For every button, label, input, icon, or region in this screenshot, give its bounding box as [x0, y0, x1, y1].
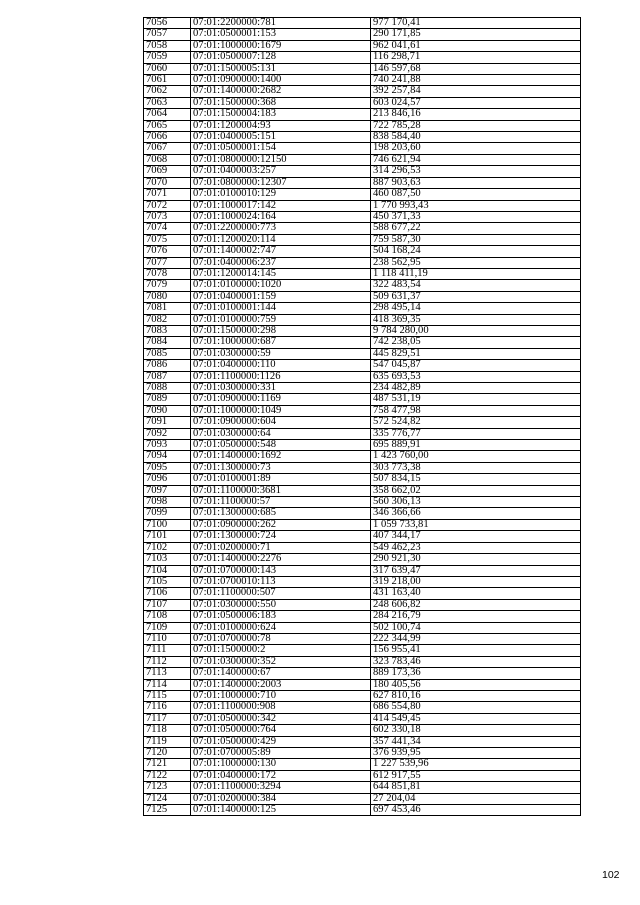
- row-number-cell: 7061: [144, 75, 191, 86]
- value-cell: 560 306,13: [371, 497, 581, 508]
- table-row: [144, 166, 581, 177]
- row-number-cell: 7111: [144, 645, 191, 656]
- table-row: [144, 599, 581, 610]
- table-row: [144, 371, 581, 382]
- value-cell: 180 405,56: [371, 679, 581, 690]
- cadastral-number-cell: 07:01:1000000:710: [191, 690, 371, 701]
- table-row: [144, 588, 581, 599]
- cadastral-number-cell: 07:01:0500000:429: [191, 736, 371, 747]
- table-row: [144, 303, 581, 314]
- row-number-cell: 7075: [144, 234, 191, 245]
- row-number-cell: 7089: [144, 394, 191, 405]
- row-number-cell: 7114: [144, 679, 191, 690]
- cadastral-number-cell: 07:01:1000017:142: [191, 200, 371, 211]
- table-row: [144, 451, 581, 462]
- cadastral-number-cell: 07:01:0700010:113: [191, 576, 371, 587]
- value-cell: 1 423 760,00: [371, 451, 581, 462]
- table-row: [144, 645, 581, 656]
- value-cell: 635 693,53: [371, 371, 581, 382]
- value-cell: 290 921,30: [371, 554, 581, 565]
- row-number-cell: 7106: [144, 588, 191, 599]
- table-row: [144, 246, 581, 257]
- table-row: [144, 531, 581, 542]
- value-cell: 156 955,41: [371, 645, 581, 656]
- row-number-cell: 7102: [144, 542, 191, 553]
- row-number-cell: 7110: [144, 633, 191, 644]
- row-number-cell: 7094: [144, 451, 191, 462]
- cadastral-number-cell: 07:01:1100000:57: [191, 497, 371, 508]
- table-row: [144, 782, 581, 793]
- row-number-cell: 7108: [144, 611, 191, 622]
- row-number-cell: 7057: [144, 29, 191, 40]
- table-row: [144, 348, 581, 359]
- row-number-cell: 7060: [144, 63, 191, 74]
- row-number-cell: 7101: [144, 531, 191, 542]
- table-row: [144, 257, 581, 268]
- row-number-cell: 7086: [144, 360, 191, 371]
- value-cell: 977 170,41: [371, 18, 581, 29]
- table-row: [144, 280, 581, 291]
- row-number-cell: 7071: [144, 189, 191, 200]
- row-number-cell: 7085: [144, 348, 191, 359]
- cadastral-number-cell: 07:01:0200000:71: [191, 542, 371, 553]
- table-row: [144, 360, 581, 371]
- row-number-cell: 7079: [144, 280, 191, 291]
- table-row: [144, 519, 581, 530]
- cadastral-number-cell: 07:01:1500000:368: [191, 97, 371, 108]
- row-number-cell: 7119: [144, 736, 191, 747]
- cadastral-number-cell: 07:01:1300000:73: [191, 462, 371, 473]
- value-cell: 759 587,30: [371, 234, 581, 245]
- table-row: [144, 383, 581, 394]
- table-row: [144, 86, 581, 97]
- cadastral-number-cell: 07:01:1000024:164: [191, 211, 371, 222]
- cadastral-number-cell: 07:01:0400005:151: [191, 132, 371, 143]
- cadastral-number-cell: 07:01:1500000:2: [191, 645, 371, 656]
- table-row: [144, 268, 581, 279]
- row-number-cell: 7064: [144, 109, 191, 120]
- cadastral-number-cell: 07:01:2200000:781: [191, 18, 371, 29]
- row-number-cell: 7065: [144, 120, 191, 131]
- table-row: [144, 143, 581, 154]
- row-number-cell: 7107: [144, 599, 191, 610]
- cadastral-number-cell: 07:01:1300000:685: [191, 508, 371, 519]
- value-cell: 418 369,35: [371, 314, 581, 325]
- row-number-cell: 7081: [144, 303, 191, 314]
- value-cell: 303 773,38: [371, 462, 581, 473]
- table-row: [144, 736, 581, 747]
- value-cell: 887 903,63: [371, 177, 581, 188]
- table-row: [144, 485, 581, 496]
- row-number-cell: 7116: [144, 702, 191, 713]
- value-cell: 460 087,50: [371, 189, 581, 200]
- row-number-cell: 7088: [144, 383, 191, 394]
- row-number-cell: 7078: [144, 268, 191, 279]
- table-row: [144, 120, 581, 131]
- cadastral-number-cell: 07:01:0300000:59: [191, 348, 371, 359]
- table-row: [144, 474, 581, 485]
- value-cell: 502 100,74: [371, 622, 581, 633]
- row-number-cell: 7097: [144, 485, 191, 496]
- table-row: [144, 759, 581, 770]
- table-row: [144, 29, 581, 40]
- cadastral-number-cell: 07:01:0700000:143: [191, 565, 371, 576]
- table-row: [144, 748, 581, 759]
- table-row: [144, 40, 581, 51]
- table-row: [144, 542, 581, 553]
- table-row: [144, 668, 581, 679]
- cadastral-number-cell: 07:01:1300000:724: [191, 531, 371, 542]
- value-cell: 407 344,17: [371, 531, 581, 542]
- table-row: [144, 497, 581, 508]
- table-row: [144, 679, 581, 690]
- row-number-cell: 7077: [144, 257, 191, 268]
- value-cell: 290 171,85: [371, 29, 581, 40]
- table-row: [144, 405, 581, 416]
- cadastral-number-cell: 07:01:0100000:624: [191, 622, 371, 633]
- row-number-cell: 7070: [144, 177, 191, 188]
- value-cell: 414 549,45: [371, 713, 581, 724]
- cadastral-number-cell: 07:01:1500000:298: [191, 325, 371, 336]
- value-cell: 695 889,91: [371, 440, 581, 451]
- table-row: [144, 337, 581, 348]
- value-cell: 116 298,71: [371, 52, 581, 63]
- cadastral-number-cell: 07:01:0700005:89: [191, 748, 371, 759]
- row-number-cell: 7058: [144, 40, 191, 51]
- value-cell: 549 462,23: [371, 542, 581, 553]
- table-row: [144, 325, 581, 336]
- table-row: [144, 508, 581, 519]
- cadastral-number-cell: 07:01:0300000:331: [191, 383, 371, 394]
- value-cell: 1 770 993,43: [371, 200, 581, 211]
- row-number-cell: 7118: [144, 725, 191, 736]
- row-number-cell: 7105: [144, 576, 191, 587]
- value-cell: 346 366,66: [371, 508, 581, 519]
- value-cell: 962 041,61: [371, 40, 581, 51]
- row-number-cell: 7091: [144, 417, 191, 428]
- cadastral-number-cell: 07:01:0900000:604: [191, 417, 371, 428]
- table-row: [144, 211, 581, 222]
- value-cell: 1 118 411,19: [371, 268, 581, 279]
- cadastral-number-cell: 07:01:1100000:507: [191, 588, 371, 599]
- value-cell: 697 453,46: [371, 805, 581, 816]
- table-row: [144, 63, 581, 74]
- table-row: [144, 565, 581, 576]
- row-number-cell: 7125: [144, 805, 191, 816]
- table-row: [144, 554, 581, 565]
- table-row: [144, 223, 581, 234]
- cadastral-number-cell: 07:01:1200020:114: [191, 234, 371, 245]
- cadastral-number-cell: 07:01:0900000:262: [191, 519, 371, 530]
- cadastral-number-cell: 07:01:0400000:172: [191, 770, 371, 781]
- cadastral-number-cell: 07:01:1100000:1126: [191, 371, 371, 382]
- row-number-cell: 7093: [144, 440, 191, 451]
- cadastral-number-cell: 07:01:1400002:747: [191, 246, 371, 257]
- table-row: [144, 805, 581, 816]
- value-cell: 222 344,99: [371, 633, 581, 644]
- value-cell: 322 483,54: [371, 280, 581, 291]
- value-cell: 450 371,33: [371, 211, 581, 222]
- cadastral-number-cell: 07:01:1000000:1049: [191, 405, 371, 416]
- row-number-cell: 7082: [144, 314, 191, 325]
- table-row: [144, 189, 581, 200]
- table-row: [144, 440, 581, 451]
- row-number-cell: 7122: [144, 770, 191, 781]
- value-cell: 431 163,40: [371, 588, 581, 599]
- value-cell: 603 024,57: [371, 97, 581, 108]
- row-number-cell: 7059: [144, 52, 191, 63]
- table-body: [144, 18, 581, 816]
- value-cell: 317 639,47: [371, 565, 581, 576]
- cadastral-number-cell: 07:01:1200004:93: [191, 120, 371, 131]
- value-cell: 392 257,84: [371, 86, 581, 97]
- cadastral-number-cell: 07:01:0100001:89: [191, 474, 371, 485]
- value-cell: 644 851,81: [371, 782, 581, 793]
- row-number-cell: 7117: [144, 713, 191, 724]
- value-cell: 376 939,95: [371, 748, 581, 759]
- value-cell: 198 203,60: [371, 143, 581, 154]
- value-cell: 627 810,16: [371, 690, 581, 701]
- table-row: [144, 291, 581, 302]
- cadastral-number-cell: 07:01:0400001:159: [191, 291, 371, 302]
- cadastral-number-cell: 07:01:0400000:110: [191, 360, 371, 371]
- cadastral-number-cell: 07:01:0200000:384: [191, 793, 371, 804]
- cadastral-number-cell: 07:01:0400003:257: [191, 166, 371, 177]
- cadastral-number-cell: 07:01:0700000:78: [191, 633, 371, 644]
- cadastral-number-cell: 07:01:0100000:1020: [191, 280, 371, 291]
- cadastral-value-table: [143, 17, 581, 816]
- cadastral-number-cell: 07:01:0400006:237: [191, 257, 371, 268]
- table-row: [144, 690, 581, 701]
- row-number-cell: 7124: [144, 793, 191, 804]
- row-number-cell: 7087: [144, 371, 191, 382]
- row-number-cell: 7072: [144, 200, 191, 211]
- table-row: [144, 770, 581, 781]
- table-row: [144, 793, 581, 804]
- table-row: [144, 462, 581, 473]
- row-number-cell: 7098: [144, 497, 191, 508]
- row-number-cell: 7123: [144, 782, 191, 793]
- table-row: [144, 713, 581, 724]
- cadastral-number-cell: 07:01:0800000:12150: [191, 154, 371, 165]
- row-number-cell: 7076: [144, 246, 191, 257]
- value-cell: 686 554,80: [371, 702, 581, 713]
- value-cell: 547 045,87: [371, 360, 581, 371]
- cadastral-number-cell: 07:01:0300000:64: [191, 428, 371, 439]
- cadastral-number-cell: 07:01:1400000:2682: [191, 86, 371, 97]
- value-cell: 588 677,22: [371, 223, 581, 234]
- cadastral-number-cell: 07:01:0500007:128: [191, 52, 371, 63]
- value-cell: 838 584,40: [371, 132, 581, 143]
- table-row: [144, 132, 581, 143]
- row-number-cell: 7099: [144, 508, 191, 519]
- value-cell: 298 495,14: [371, 303, 581, 314]
- cadastral-number-cell: 07:01:0100010:129: [191, 189, 371, 200]
- cadastral-number-cell: 07:01:0300000:550: [191, 599, 371, 610]
- cadastral-number-cell: 07:01:0900000:1169: [191, 394, 371, 405]
- row-number-cell: 7090: [144, 405, 191, 416]
- row-number-cell: 7103: [144, 554, 191, 565]
- value-cell: 487 531,19: [371, 394, 581, 405]
- cadastral-number-cell: 07:01:1400000:1692: [191, 451, 371, 462]
- table-row: [144, 18, 581, 29]
- value-cell: 1 059 733,81: [371, 519, 581, 530]
- cadastral-number-cell: 07:01:1100000:908: [191, 702, 371, 713]
- row-number-cell: 7074: [144, 223, 191, 234]
- value-cell: 146 597,68: [371, 63, 581, 74]
- table-row: [144, 75, 581, 86]
- row-number-cell: 7115: [144, 690, 191, 701]
- table-row: [144, 702, 581, 713]
- cadastral-number-cell: 07:01:1400000:67: [191, 668, 371, 679]
- table-row: [144, 200, 581, 211]
- row-number-cell: 7121: [144, 759, 191, 770]
- row-number-cell: 7113: [144, 668, 191, 679]
- value-cell: 507 834,15: [371, 474, 581, 485]
- value-cell: 445 829,51: [371, 348, 581, 359]
- table-row: [144, 417, 581, 428]
- value-cell: 358 662,02: [371, 485, 581, 496]
- table-row: [144, 154, 581, 165]
- row-number-cell: 7083: [144, 325, 191, 336]
- row-number-cell: 7109: [144, 622, 191, 633]
- cadastral-number-cell: 07:01:1500004:183: [191, 109, 371, 120]
- cadastral-number-cell: 07:01:2200000:773: [191, 223, 371, 234]
- value-cell: 248 606,82: [371, 599, 581, 610]
- cadastral-number-cell: 07:01:1500005:131: [191, 63, 371, 74]
- page-number: 102: [602, 869, 620, 881]
- value-cell: 234 482,89: [371, 383, 581, 394]
- cadastral-number-cell: 07:01:1000000:687: [191, 337, 371, 348]
- value-cell: 357 441,34: [371, 736, 581, 747]
- table-row: [144, 109, 581, 120]
- row-number-cell: 7104: [144, 565, 191, 576]
- cadastral-number-cell: 07:01:1400000:2003: [191, 679, 371, 690]
- row-number-cell: 7067: [144, 143, 191, 154]
- value-cell: 314 296,53: [371, 166, 581, 177]
- row-number-cell: 7069: [144, 166, 191, 177]
- cadastral-number-cell: 07:01:1100000:3294: [191, 782, 371, 793]
- cadastral-number-cell: 07:01:0500000:764: [191, 725, 371, 736]
- row-number-cell: 7056: [144, 18, 191, 29]
- value-cell: 722 785,28: [371, 120, 581, 131]
- cadastral-number-cell: 07:01:0500000:342: [191, 713, 371, 724]
- row-number-cell: 7096: [144, 474, 191, 485]
- cadastral-number-cell: 07:01:0100001:144: [191, 303, 371, 314]
- row-number-cell: 7062: [144, 86, 191, 97]
- row-number-cell: 7080: [144, 291, 191, 302]
- cadastral-number-cell: 07:01:1000000:1679: [191, 40, 371, 51]
- row-number-cell: 7063: [144, 97, 191, 108]
- value-cell: 284 216,79: [371, 611, 581, 622]
- cadastral-number-cell: 07:01:0500001:154: [191, 143, 371, 154]
- cadastral-number-cell: 07:01:1200014:145: [191, 268, 371, 279]
- table-row: [144, 633, 581, 644]
- row-number-cell: 7095: [144, 462, 191, 473]
- value-cell: 572 524,82: [371, 417, 581, 428]
- table-row: [144, 394, 581, 405]
- value-cell: 612 917,55: [371, 770, 581, 781]
- row-number-cell: 7112: [144, 656, 191, 667]
- row-number-cell: 7084: [144, 337, 191, 348]
- cadastral-number-cell: 07:01:0300000:352: [191, 656, 371, 667]
- cadastral-number-cell: 07:01:0900000:1400: [191, 75, 371, 86]
- value-cell: 602 330,18: [371, 725, 581, 736]
- value-cell: 509 631,37: [371, 291, 581, 302]
- value-cell: 758 477,98: [371, 405, 581, 416]
- cadastral-number-cell: 07:01:0500000:548: [191, 440, 371, 451]
- cadastral-number-cell: 07:01:0500001:153: [191, 29, 371, 40]
- table-row: [144, 234, 581, 245]
- cadastral-number-cell: 07:01:1400000:2276: [191, 554, 371, 565]
- row-number-cell: 7073: [144, 211, 191, 222]
- value-cell: 213 846,16: [371, 109, 581, 120]
- cadastral-number-cell: 07:01:0800000:12307: [191, 177, 371, 188]
- table-row: [144, 52, 581, 63]
- table-row: [144, 177, 581, 188]
- value-cell: 323 783,46: [371, 656, 581, 667]
- value-cell: 1 227 539,96: [371, 759, 581, 770]
- value-cell: 504 168,24: [371, 246, 581, 257]
- table-row: [144, 97, 581, 108]
- value-cell: 319 218,00: [371, 576, 581, 587]
- value-cell: 335 776,77: [371, 428, 581, 439]
- table-row: [144, 428, 581, 439]
- row-number-cell: 7092: [144, 428, 191, 439]
- row-number-cell: 7100: [144, 519, 191, 530]
- row-number-cell: 7120: [144, 748, 191, 759]
- row-number-cell: 7066: [144, 132, 191, 143]
- cadastral-number-cell: 07:01:1400000:125: [191, 805, 371, 816]
- table-row: [144, 656, 581, 667]
- value-cell: 27 204,04: [371, 793, 581, 804]
- value-cell: 740 241,88: [371, 75, 581, 86]
- value-cell: 746 621,94: [371, 154, 581, 165]
- cadastral-number-cell: 07:01:0100000:759: [191, 314, 371, 325]
- table-row: [144, 314, 581, 325]
- table-row: [144, 622, 581, 633]
- value-cell: 742 238,05: [371, 337, 581, 348]
- value-cell: 238 562,95: [371, 257, 581, 268]
- cadastral-number-cell: 07:01:0500006:183: [191, 611, 371, 622]
- table-row: [144, 576, 581, 587]
- table-row: [144, 611, 581, 622]
- table-row: [144, 725, 581, 736]
- value-cell: 889 173,36: [371, 668, 581, 679]
- cadastral-number-cell: 07:01:1100000:3681: [191, 485, 371, 496]
- row-number-cell: 7068: [144, 154, 191, 165]
- cadastral-number-cell: 07:01:1000000:130: [191, 759, 371, 770]
- value-cell: 9 784 280,00: [371, 325, 581, 336]
